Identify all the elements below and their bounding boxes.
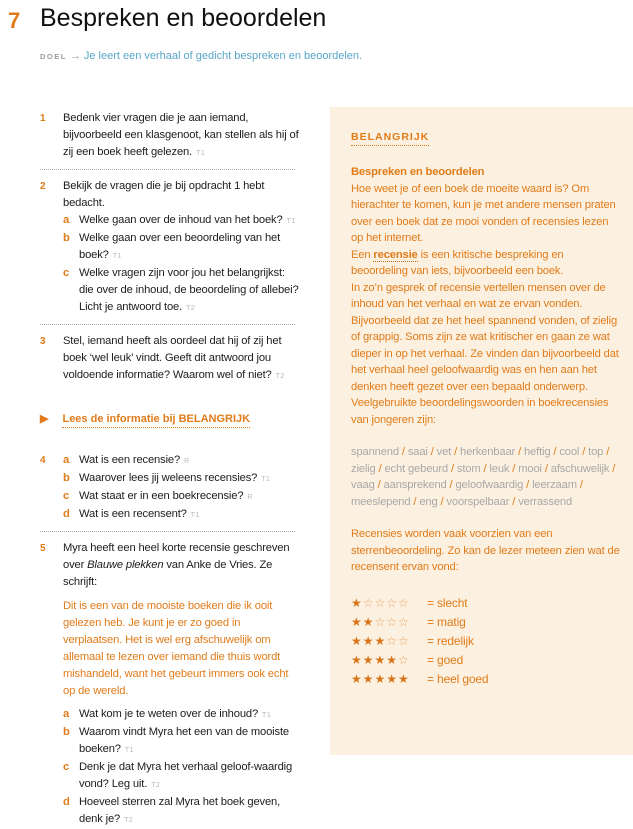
panel-paragraph: In zo’n gesprek of recensie vertellen mensen over de inhoud van het verhaal en wat ze ervan vonden. Bijvoorbeeld dat ze het heel spannend vonden, of zielig of grappig. Soms zijn ze wat kritischer en gaan ze wat dieper in op het verhaal. Ze vinden dan bijvoorbeeld dat het verhaal heel geloofwaardig was en hen aan het denken heeft gezet over een bepaald onderwerp. [351,281,619,393]
sub-question [63,212,302,230]
level-tag: T1 [286,218,296,225]
sub-text: Wat kom je te weten over de inhoud? [79,708,259,720]
level-tag: T2 [186,305,196,312]
chapter-number: 7 [8,8,21,33]
sub-letter: b [63,726,70,738]
rating-word: afschuwelijk [550,462,610,475]
sub-question [63,470,302,488]
sub-text: Waarover lees jij weleens recensies? [79,472,258,484]
sub-text: Hoeveel sterren zal Myra het boek geven, denk je? [79,796,281,825]
sub-letter: d [63,796,70,808]
separator: / [541,462,551,475]
review-quote: Dit is een van de mooiste boeken die ik ooit gelezen heb. Je kunt je er zo goed in verplaatsen. Het is wel erg afschuwelijk om allemaal te lezen over iemand die thuis wordt mishandeld, want het gebeurt immers ook echt op de wereld. [63,600,289,697]
rating-label: = goed [427,652,464,667]
panel-paragraph [351,247,621,280]
sub-letter: a [63,708,70,720]
rating-label: = matig [427,614,466,629]
sub-text: Wat is een recensie? [79,454,181,466]
sub-text: Wat is een recensent? [79,508,187,520]
sub-letter: c [63,267,70,279]
separator: / [374,479,384,491]
rating-word: echt gebeurd [384,462,448,475]
separator: / [576,479,583,491]
sub-question [63,506,302,524]
sub-question [63,724,302,759]
level-tag: T1 [112,253,122,260]
panel-label: BELANGRIJK [351,131,429,146]
stars-icon: ★★★☆☆ [351,633,410,648]
separator: / [579,446,589,458]
rating-word: leuk [489,462,510,475]
sub-question [63,488,302,506]
separator: / [398,446,408,458]
separator: / [451,446,460,458]
rating-word: herkenbaar [460,446,516,458]
separator: / [480,462,490,475]
rating-word: geloofwaardig [455,479,524,491]
rating-word: mooi [518,462,542,475]
text: is een kritische bespreking en beoordeling van iets, bijvoorbeeld een boek. [351,248,564,277]
text: Een [351,248,374,261]
rating-word: verrassend [518,495,573,508]
separator: / [448,462,457,475]
level-tag: T1 [124,747,135,754]
separator: / [375,462,385,475]
rating-row [351,670,621,689]
separator: / [515,446,524,458]
play-triangle-icon: ▶ [40,413,49,425]
separator: / [427,446,437,458]
panel-body [351,164,621,689]
rating-word: meeslepend [351,495,411,508]
rating-word: saai [407,446,428,458]
level-tag: R [247,494,253,501]
sub-text: Welke vragen zijn voor jou het belangrijkst: die over de inhoud, de beoordeling of allebei? Licht je antwoord toe. [79,267,299,313]
sub-question [63,794,302,829]
separator: / [523,479,533,491]
rating-row [351,632,621,651]
star-ratings [351,594,621,689]
level-tag: T1 [261,476,271,483]
sub-letter: b [63,232,70,244]
goal-text: Je leert een verhaal of gedicht bespreken en beoordelen. [83,50,363,62]
exercise-text: Bedenk vier vragen die je aan iemand, bijvoorbeeld een klasgenoot, kan stellen als hij of zij een boek heeft gelezen. [63,112,299,158]
exercise-4 [40,452,302,524]
sub-letter: d [63,508,70,520]
rating-word: aansprekend [383,479,447,491]
sub-text: Wat staat er in een boekrecensie? [79,490,244,502]
rating-word: zielig [351,462,376,475]
rating-word: leerzaam [532,479,577,491]
divider [40,531,295,532]
level-tag: T1 [262,712,272,719]
term-recensie[interactable]: recensie [373,248,418,261]
rating-word: top [588,446,604,458]
rating-word: cool [559,446,580,458]
rating-word: heftig [523,446,551,458]
sub-question [63,452,302,470]
goal-line [40,50,362,62]
sub-letter: c [63,490,70,502]
rating-word: vet [436,446,452,458]
level-tag: T1 [190,512,200,519]
read-info-link[interactable] [40,411,302,428]
exercise-text: van Anke de Vries. Ze schrijft: [63,559,273,588]
arrow-right-icon: → [69,50,81,62]
rating-label: = slecht [427,595,468,610]
rating-word: stom [456,462,481,475]
exercise-5 [40,540,302,829]
stars-icon: ★☆☆☆☆ [351,595,410,610]
level-tag: T1 [196,150,206,157]
stars-icon: ★★☆☆☆ [351,614,410,629]
exercise-number: 5 [40,543,46,554]
exercise-3 [40,333,302,385]
separator: / [446,479,456,491]
level-tag: R [184,458,190,465]
rating-words [351,444,621,510]
sub-letter: b [63,472,70,484]
exercise-number: 3 [40,336,46,347]
belangrijk-panel [330,107,633,755]
rating-word: voorspelbaar [446,495,510,508]
sub-question [63,265,302,317]
sub-text: Welke gaan over een beoordeling van het boek? [79,232,281,261]
rating-row [351,594,621,613]
separator: / [509,495,519,508]
exercise-text: Bekijk de vragen die je bij opdracht 1 hebt bedacht. [63,180,265,209]
sub-text: Welke gaan over de inhoud van het boek? [79,214,283,226]
separator: / [509,462,519,475]
panel-paragraph: Recensies worden vaak voorzien van een sterrenbeoordeling. Zo kan de lezer meteen zien wat de recensent ervan vond: [351,528,620,573]
panel-paragraph: Hoe weet je of een boek de moeite waard is? Om hierachter te komen, kun je met andere mensen praten over een boek dat ze mooi vonden of recensies lezen op het internet. [351,182,616,244]
separator: / [609,462,616,475]
rating-word: eng [419,495,438,508]
rating-word: spannend [351,446,399,458]
book-title: Blauwe plekken [87,559,164,571]
stars-icon: ★★★★☆ [351,652,410,667]
read-info-text: Lees de informatie bij BELANGRIJK [62,413,250,428]
level-tag: T2 [151,782,161,789]
separator: / [603,446,610,458]
goal-label: DOEL [40,52,67,61]
panel-paragraph: Veelgebruikte beoordelingswoorden in boekrecensies van jongeren zijn: [351,397,609,426]
sub-letter: a [63,454,70,466]
exercise-number: 2 [40,181,46,192]
exercise-number: 4 [40,455,46,466]
sub-question [63,230,302,265]
rating-word: vaag [351,479,375,491]
sub-letter: a [63,214,70,226]
stars-icon: ★★★★★ [351,671,410,686]
level-tag: T2 [275,373,285,380]
divider [40,324,295,325]
exercise-1 [40,110,302,162]
exercise-number: 1 [40,113,46,124]
sub-question [63,759,302,794]
exercise-2 [40,178,302,317]
sub-question [63,706,302,724]
exercise-text: Stel, iemand heeft als oordeel dat hij of zij het boek ‘wel leuk’ vindt. Geeft dit antwoord jou voldoende informatie? Waarom wel of niet? [63,335,282,381]
separator: / [437,495,447,508]
separator: / [410,495,420,508]
rating-label: = redelijk [427,633,474,648]
sub-text: Waarom vindt Myra het een van de mooiste boeken? [79,726,289,755]
rating-row [351,651,621,670]
panel-heading: Bespreken en beoordelen [351,166,485,178]
page-title: Bespreken en beoordelen [40,4,327,32]
sub-text: Denk je dat Myra het verhaal geloof-waardig vond? Leg uit. [79,761,293,790]
rating-row [351,613,621,632]
exercise-text: Myra heeft een heel korte recensie geschreven over [63,542,290,571]
exercise-column [40,110,302,829]
divider [40,169,295,170]
sub-letter: c [63,761,70,773]
separator: / [550,446,560,458]
level-tag: T2 [124,817,134,824]
rating-label: = heel goed [427,671,489,686]
